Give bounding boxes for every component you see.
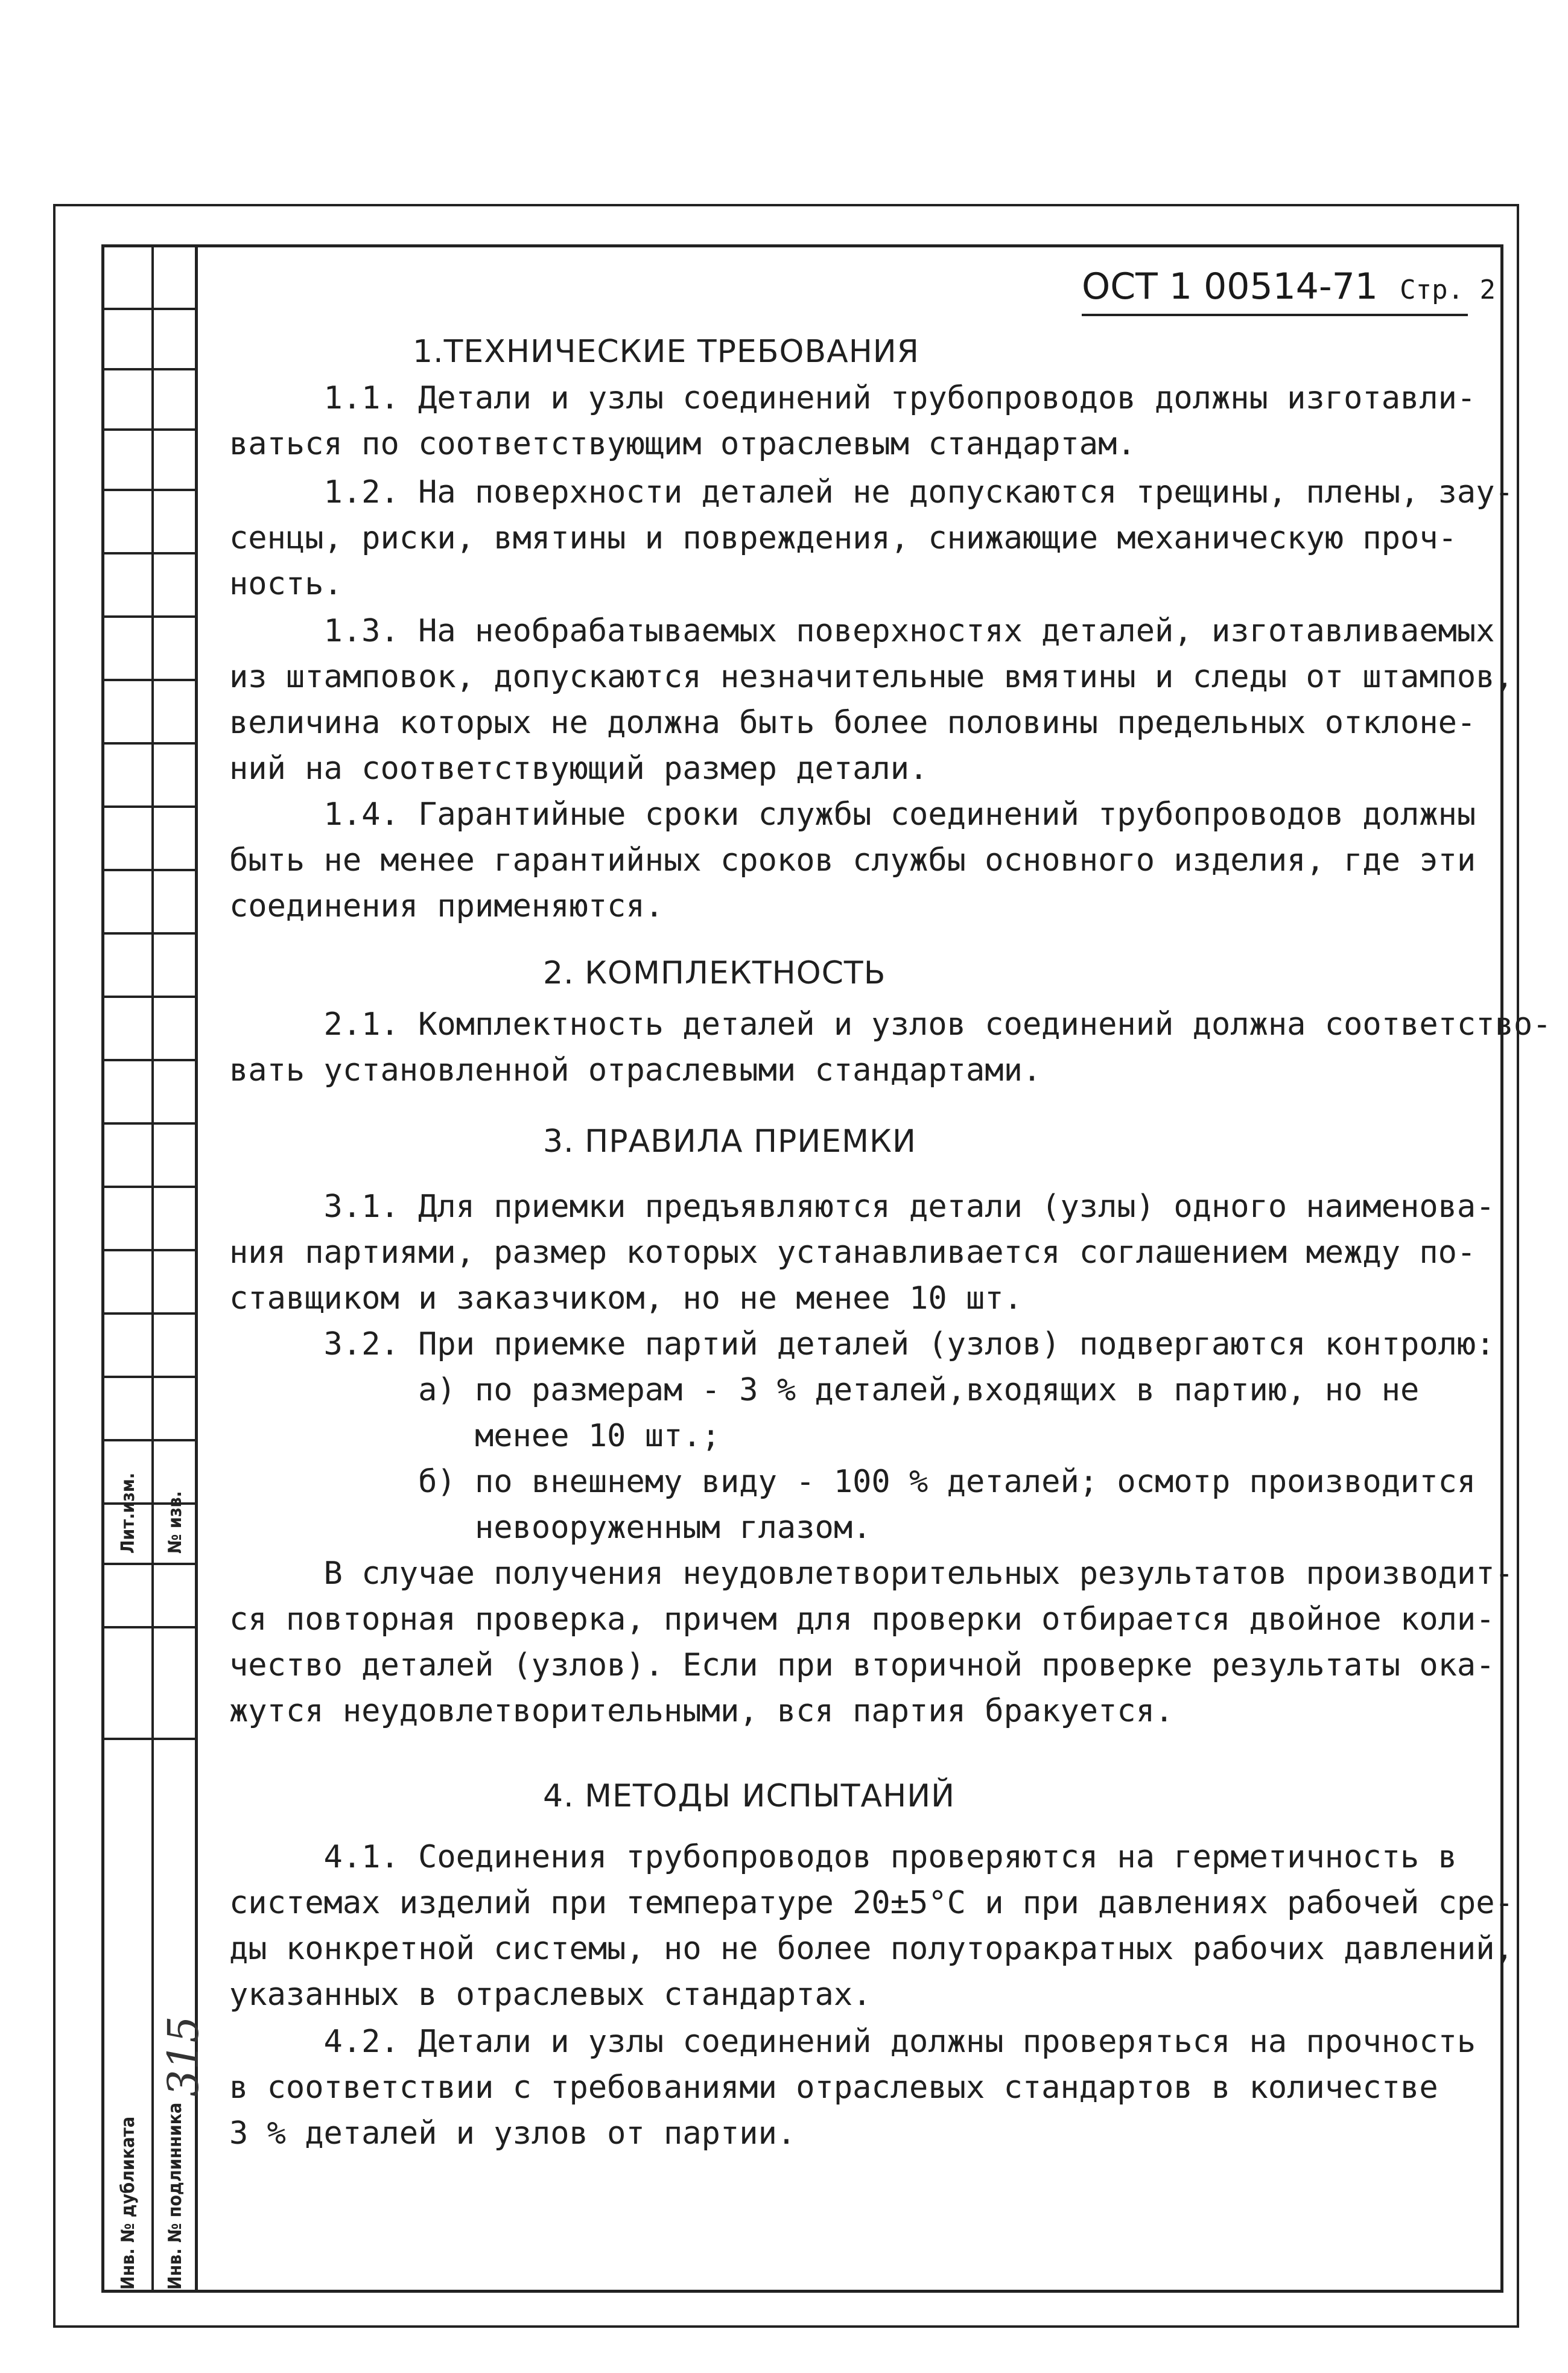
text-line: из штамповок, допускаются незначительные вмятины и следы от штампов, [229, 659, 1514, 695]
inv-duplicate-label: Инв. № дубликата [118, 2116, 139, 2290]
strip-row-line [104, 489, 195, 491]
text-line: жутся неудовлетворительными, вся партия бракуется. [229, 1693, 1174, 1729]
text-line: б) по внешнему виду - 100 % деталей; осмотр производится [229, 1464, 1476, 1500]
strip-row-line [104, 679, 195, 681]
text-line: соединения применяются. [229, 888, 664, 924]
text-line: 3.1. Для приемки предъявляются детали (узлы) одного наименова- [229, 1189, 1495, 1225]
text-line: величина которых не должна быть более половины предельных отклоне- [229, 705, 1476, 741]
strip-row-line [104, 308, 195, 310]
text-line: В случае получения неудовлетворительных результатов производит- [229, 1555, 1514, 1592]
section-heading: 2. КОМПЛЕКТНОСТЬ [543, 955, 886, 991]
text-line: ний на соответствующий размер детали. [229, 751, 928, 787]
strip-row-line [104, 1376, 195, 1378]
strip-row-line [104, 1312, 195, 1315]
text-line: 1.2. На поверхности деталей не допускаются трещины, плены, зау- [229, 474, 1514, 510]
text-line: ставщиком и заказчиком, но не менее 10 шт. [229, 1280, 1023, 1317]
text-line: вать установленной отраслевыми стандартами. [229, 1052, 1042, 1088]
side-stamp-strip [101, 244, 208, 2293]
text-line: 3 % деталей и узлов от партии. [229, 2115, 796, 2152]
section-heading: 1.ТЕХНИЧЕСКИЕ ТРЕБОВАНИЯ [413, 334, 919, 370]
inventory-number: 315 [159, 2016, 208, 2097]
standard-number: ОСТ 1 00514-71 [1082, 265, 1378, 308]
text-line: 1.1. Детали и узлы соединений трубопроводов должны изготавли- [229, 380, 1476, 416]
text-line: 1.3. На необрабатываемых поверхностях деталей, изготавливаемых [229, 613, 1495, 649]
text-line: 1.4. Гарантийные сроки службы соединений трубопроводов должны [229, 796, 1476, 833]
text-line: 2.1. Комплектность деталей и узлов соединений должна соответство- [229, 1006, 1552, 1043]
text-line: ваться по соответствующим отраслевым стандартам. [229, 426, 1136, 462]
text-line: невооруженным глазом. [229, 1510, 872, 1546]
strip-row-line [104, 1738, 195, 1740]
strip-row-line [104, 428, 195, 431]
text-line: в соответствии с требованиями отраслевых стандартов в количестве [229, 2070, 1438, 2106]
text-line: ния партиями, размер которых устанавливается соглашением между по- [229, 1234, 1476, 1271]
text-line: 4.1. Соединения трубопроводов проверяются на герметичность в [229, 1839, 1457, 1875]
text-line: а) по размерам - 3 % деталей,входящих в партию, но не [229, 1372, 1420, 1408]
lit-izm-label: Лит.изм. [118, 1472, 139, 1554]
strip-row-line [104, 1563, 195, 1565]
strip-row-line [104, 996, 195, 998]
text-line: 4.2. Детали и узлы соединений должны проверяться на прочность [229, 2024, 1476, 2060]
strip-row-line [104, 805, 195, 808]
text-line: 3.2. При приемке партий деталей (узлов) подвергаются контролю: [229, 1326, 1495, 1362]
section-heading: 4. МЕТОДЫ ИСПЫТАНИЙ [543, 1778, 956, 1814]
text-line: указанных в отраслевых стандартах. [229, 1977, 872, 2013]
text-line: быть не менее гарантийных сроков службы основного изделия, где эти [229, 842, 1476, 878]
strip-row-line [104, 1249, 195, 1251]
strip-row-line [104, 1059, 195, 1061]
page-label: Стр. 2 [1400, 275, 1496, 305]
inv-original-label: Инв. № подлинника [165, 2102, 186, 2290]
text-line: ды конкретной системы, но не более полуторакратных рабочих давлений, [229, 1931, 1514, 1967]
strip-row-line [104, 1626, 195, 1628]
document-header [1082, 265, 1496, 316]
izv-label: № изв. [165, 1491, 186, 1554]
strip-row-line [104, 615, 195, 618]
text-line: системах изделий при температуре 20±5°С и при давлениях рабочей сре- [229, 1885, 1514, 1921]
text-line: менее 10 шт.; [229, 1418, 720, 1454]
strip-row-line [104, 932, 195, 935]
strip-row-line [104, 1439, 195, 1441]
section-heading: 3. ПРАВИЛА ПРИЕМКИ [543, 1123, 916, 1160]
text-line: ся повторная проверка, причем для проверки отбирается двойное коли- [229, 1601, 1495, 1638]
strip-row-line [104, 1122, 195, 1125]
text-line: сенцы, риски, вмятины и повреждения, снижающие механическую проч- [229, 520, 1457, 556]
text-line: ность. [229, 566, 343, 602]
strip-row-line [104, 869, 195, 871]
text-line: чество деталей (узлов). Если при вторичной проверке результаты ока- [229, 1647, 1495, 1683]
strip-row-line [104, 1186, 195, 1188]
strip-row-line [104, 742, 195, 745]
strip-row-line [104, 368, 195, 370]
strip-row-line [104, 552, 195, 554]
